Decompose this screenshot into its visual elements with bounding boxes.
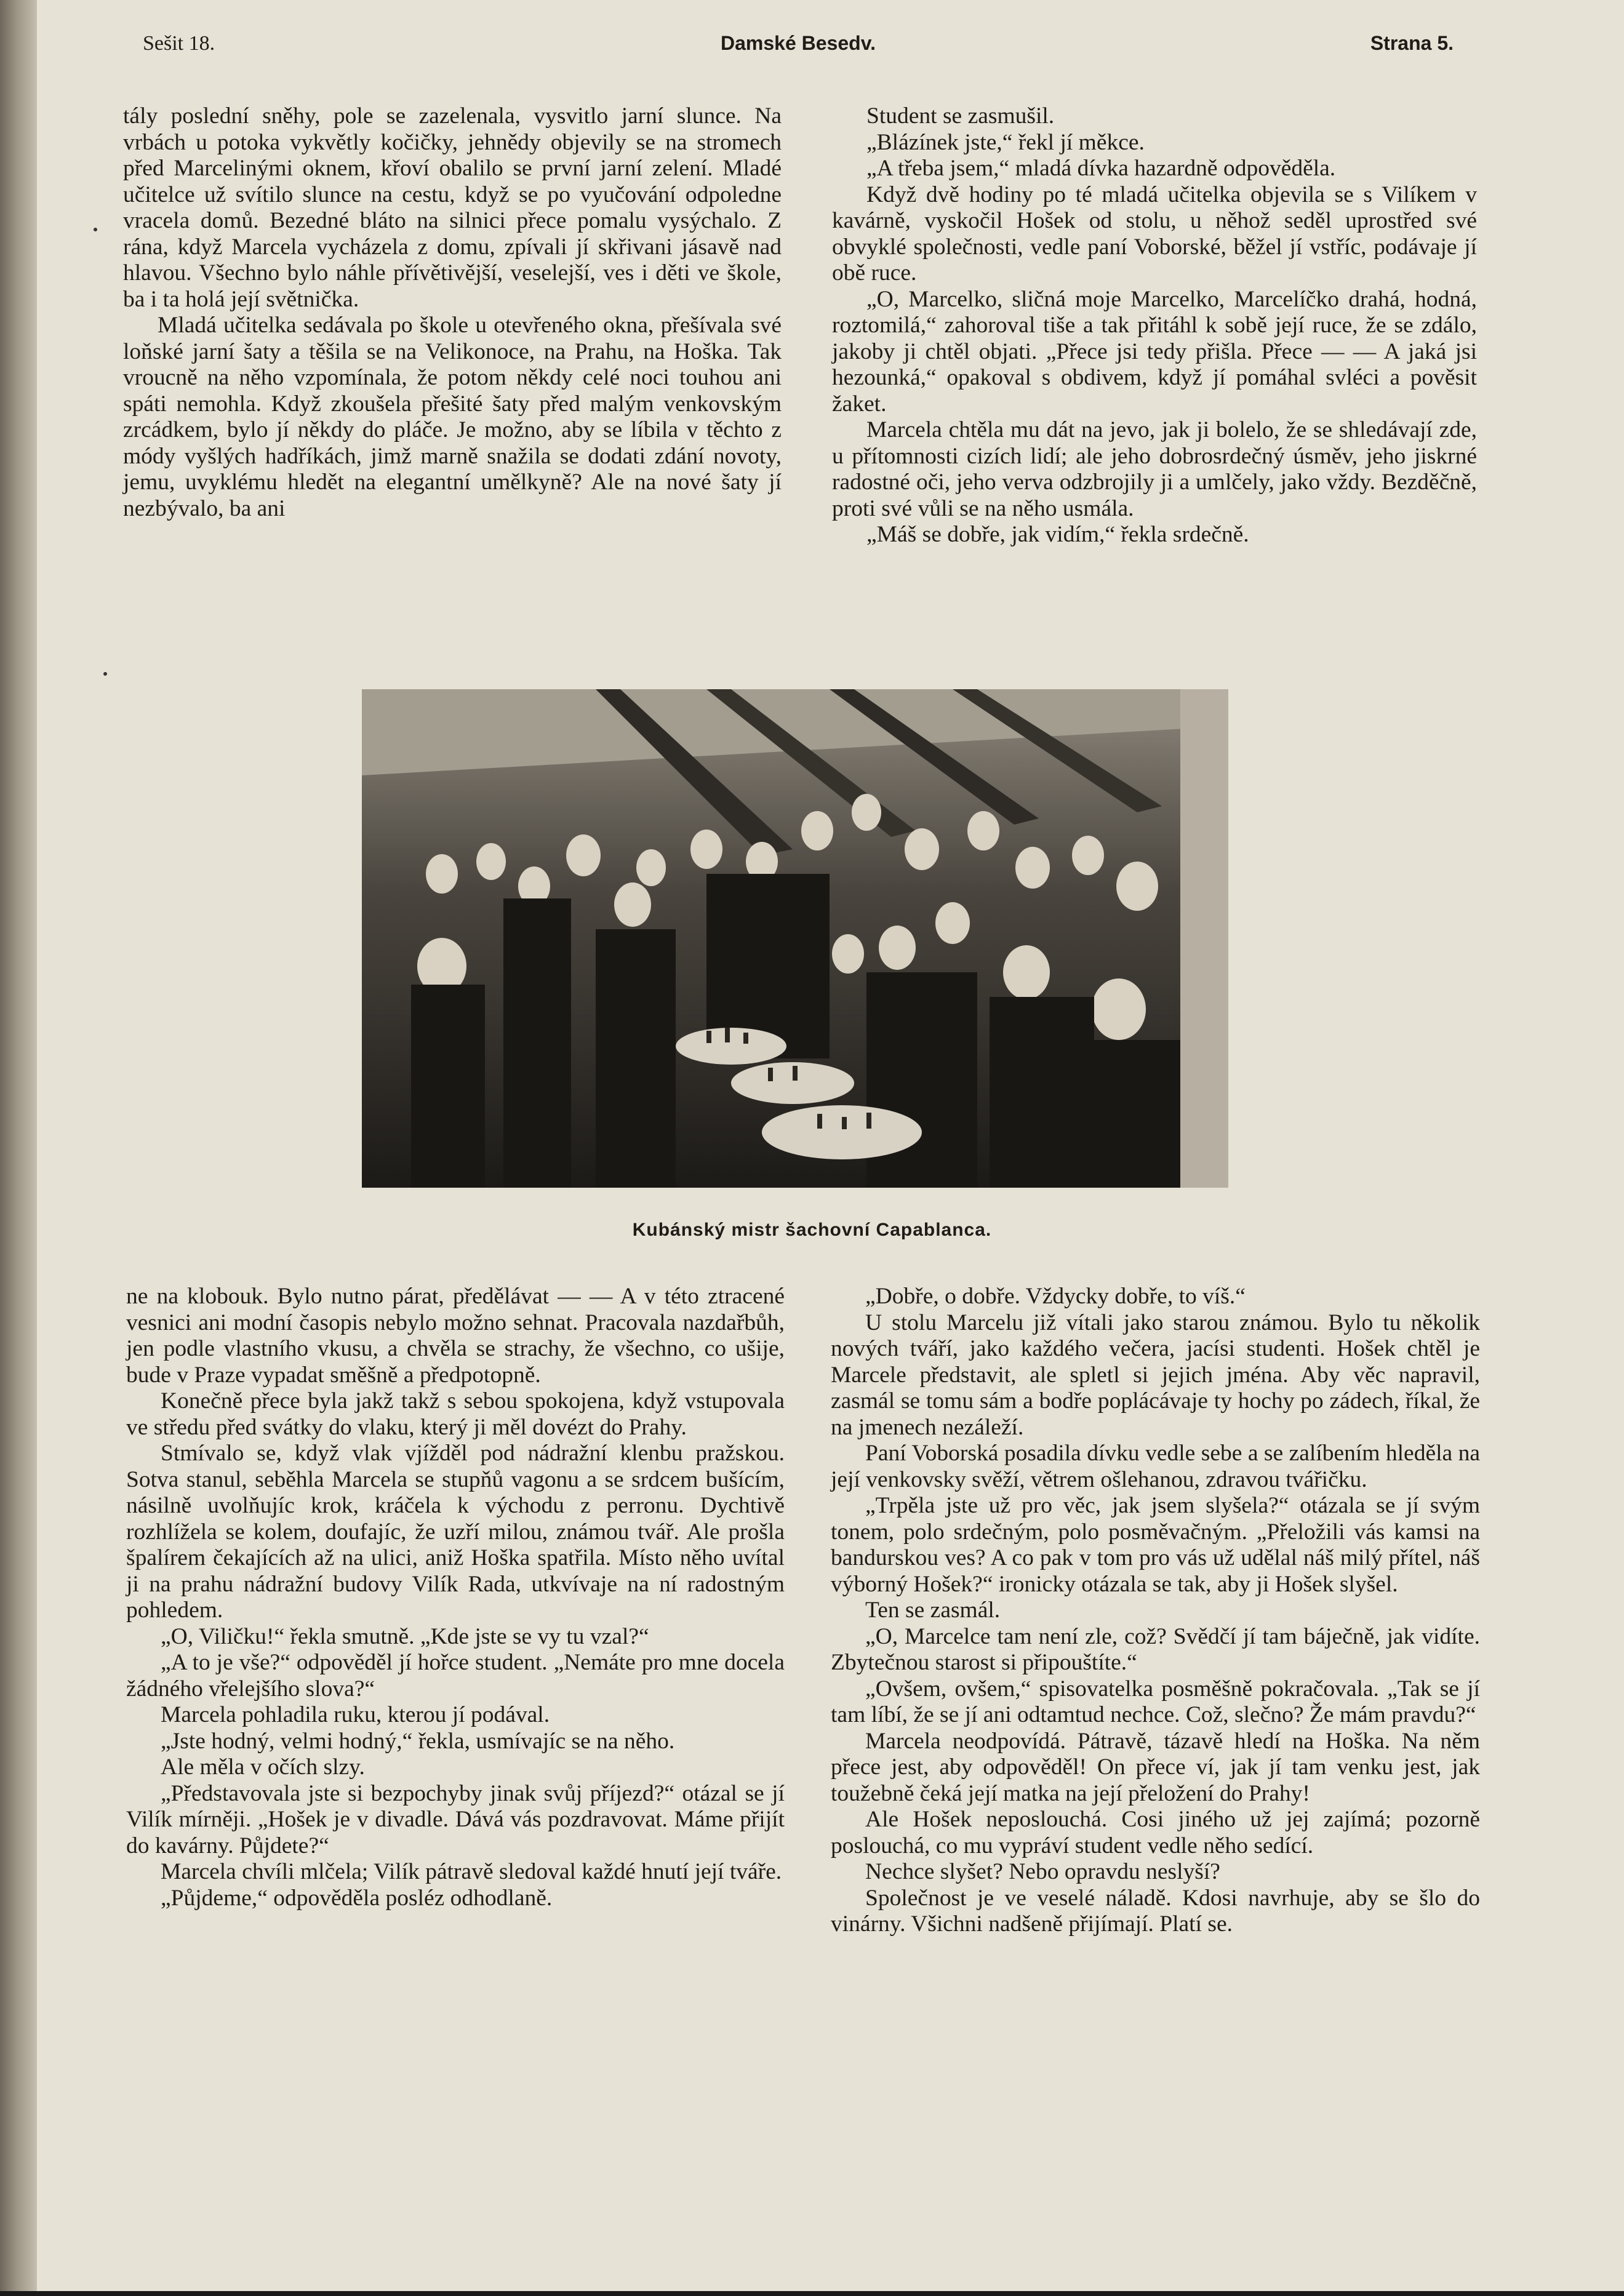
paragraph: „Dobře, o dobře. Vždycky dobře, to víš.“ (865, 1284, 1246, 1309)
running-header (143, 32, 1454, 69)
chess-simultaneous-photo (362, 689, 1228, 1188)
paragraph: Ale Hošek neposlouchá. Cosi jiného už jej zajímá; pozorně poslouchá, co mu vypráví student vedle něho sedící. (831, 1807, 1480, 1858)
paragraph: Marcela pohladila ruku, kterou jí podával. (161, 1702, 550, 1727)
paragraph: Ten se zasmál. (865, 1598, 1001, 1623)
paragraph: Když dvě hodiny po té mladá učitelka objevila se s Vilíkem v kavárně, vyskočil Hošek od stolu, u něhož seděl uprostřed své obvyklé společnosti, vedle paní Voborské, běžel jí vstříc, podávaje jí obě ruce. (832, 182, 1477, 286)
page-number: Strana 5. (1370, 32, 1454, 54)
paragraph: „Půjdeme,“ odpověděla posléz odhodlaně. (161, 1885, 553, 1911)
paragraph: „Představovala jste si bezpochyby jinak svůj příjezd?“ otázal se jí Vilík mírněji. „Hošek je v divadle. Dává vás pozdravovat. Máme přijít do kavárny. Půjdete?“ (126, 1780, 785, 1858)
paragraph: tály poslední sněhy, pole se zazelenala, vysvitlo jarní slunce. Na vrbách u potoka vykvětly kočičky, jehnědy objevily se na stromech před Marcelinými oknem, křoví obalilo se první jarní zelení. Mladé učitelce už svítilo slunce na cestu, když se po vyučování odpoledne vracela domů. Bezedné bláto na silnici přece pomalu vysýchalo. Z rána, když Marcela vycházela z domu, zpívali jí skřivani jásavě nad hlavou. Všechno bylo náhle přívětivější, veselejší, ves i děti ve škole, ba i ta holá její světnička. (123, 103, 782, 312)
paragraph: Paní Voborská posadila dívku vedle sebe a se zalíbením hleděla na její venkovsky svěží, větrem ošlehanou, zdravou tvářičku. (831, 1441, 1480, 1492)
paragraph: Student se zasmušil. (866, 103, 1055, 129)
paragraph: Stmívalo se, když vlak vjížděl pod nádražní klenbu pražskou. Sotva stanul, seběhla Marcela se stupňů vagonu a se srdcem bušícím, násilně uvolňujíc krok, kráčela k východu z perronu. Dychtivě rozhlížela se kolem, doufajíc, že uzří milou, známou tvář. Ale prošla špalírem čekajících až na ulici, aniž Hoška spatřila. Místo něho uvítal ji na prahu nádražní budovy Vilík Rada, utkvívaje na ní radostným pohledem. (126, 1441, 785, 1623)
paragraph: „O, Marcelce tam není zle, což? Svědčí jí tam báječně, jak vidíte. Zbytečnou starost si připouštíte.“ (831, 1623, 1480, 1675)
paragraph: Nechce slyšet? Nebo opravdu neslyší? (865, 1859, 1220, 1884)
paragraph: Mladá učitelka sedávala po škole u otevřeného okna, přešívala své loňské jarní šaty a těšila se na Velikonoce, na Prahu, na Hoška. Tak vroucně na něho vzpomínala, že potom někdy celé noci touhou ani spáti nemohla. Když zkoušela přešité šaty před malým venkovským zrcádkem, bylo jí někdy do pláče. Je možno, aby se líbila v těchto z módy vyšlých hadříkách, jimž marně snažila se dodati zdání novoty, jemu, uvyklému hledět na elegantní umělkyně? Ale na nové šaty jí nezbývalo, ba ani (123, 313, 782, 521)
column-top-right (832, 103, 1477, 548)
paragraph: „A to je vše?“ odpověděl jí hořce student. „Nemáte pro mne docela žádného vřelejšího slova?“ (126, 1650, 785, 1702)
photo-illustration (362, 689, 1228, 1188)
paragraph: U stolu Marcelu již vítali jako starou známou. Bylo tu několik nových tváří, jako každého večera, jacísi studenti. Hošek chtěl je Marcele představit, ale spletl si jejich jména. Aby věc napravil, zasmál se tomu sám a bodře poplácávaje ty hochy po zádech, říkal, že na jmenech nezáleží. (831, 1310, 1480, 1440)
page-bottom-edge (0, 2291, 1624, 2296)
paragraph: „O, Viličku!“ řekla smutně. „Kde jste se vy tu vzal?“ (161, 1623, 649, 1649)
paragraph: „Blázínek jste,“ řekl jí měkce. (866, 129, 1145, 155)
paragraph: ne na klobouk. Bylo nutno párat, předělávat — — A v této ztracené vesnici ani modní časopis nebylo možno sehnat. Pracovala nazdařbůh, jen podle vlastního vkusu, a chvěla se strachy, že všechno, co ušije, bude v Praze vypadat směšně a předpotopně. (126, 1284, 785, 1388)
column-bottom-left (126, 1284, 785, 1911)
paragraph: Konečně přece byla jakž takž s sebou spokojena, když vstupovala ve středu před svátky do vlaku, který ji měl dovézt do Prahy. (126, 1388, 785, 1440)
column-bottom-right (831, 1284, 1480, 1938)
paragraph: „A třeba jsem,“ mladá dívka hazardně odpověděla. (866, 156, 1336, 181)
magazine-title: Damské Besedv. (721, 32, 876, 54)
paragraph: Společnost je ve veselé náladě. Kdosi navrhuje, aby se šlo do vinárny. Všichni nadšeně přijímají. Platí se. (831, 1885, 1480, 1937)
paragraph: „Máš se dobře, jak vidím,“ řekla srdečně. (866, 522, 1249, 547)
paragraph: „Jste hodný, velmi hodný,“ řekla, usmívajíc se na něho. (161, 1728, 675, 1754)
paragraph: Marcela chtěla mu dát na jevo, jak ji bolelo, že se shledávají zde, u přítomnosti cizích lidí; ale jeho dobrosrdečný úsměv, jeho jiskrné radostné oči, jeho verva odzbrojily ji a umlčely, jako vždy. Bezděčně, proti své vůli se na něho usmála. (832, 417, 1477, 521)
paragraph: „Trpěla jste už pro věc, jak jsem slyšela?“ otázala se jí svým tonem, polo srdečným, polo posměvačným. „Přeložili vás kamsi na bandurskou ves? A co pak v tom pro vás už udělal náš milý přítel, náš výborný Hošek?“ ironicky otázala se tak, aby ji Hošek slyšel. (831, 1493, 1480, 1597)
paragraph: „O, Marcelko, sličná moje Marcelko, Marcelíčko drahá, hodná, roztomilá,“ zahoroval tiše a tak přitáhl k sobě její ruce, že se zdálo, jakoby ji chtěl objati. „Přece jsi tedy přišla. Přece — — A jaká jsi hezounká,“ opakoval s obdivem, když jí pomáhal svléci a pověsit žaket. (832, 286, 1477, 417)
print-speck (94, 228, 97, 231)
paragraph: Marcela neodpovídá. Pátravě, tázavě hledí na Hoška. Na něm přece jest, aby odpověděl! On přece ví, jak jí tam venku jest, jak toužebně čeká její matka na její přeložení do Prahy! (831, 1728, 1480, 1806)
issue-number: Sešit 18. (143, 32, 215, 55)
paragraph: Marcela chvíli mlčela; Vilík pátravě sledoval každé hnutí její tváře. (161, 1859, 782, 1884)
column-top-left (123, 103, 782, 522)
paragraph: Ale měla v očích slzy. (161, 1754, 365, 1780)
paragraph: „Ovšem, ovšem,“ spisovatelka posměšně pokračovala. „Tak se jí tam líbí, že se jí ani odtamtud nechce. Což, slečno? Že mám pravdu?“ (831, 1676, 1480, 1727)
photo-caption: Kubánský mistr šachovní Capablanca. (632, 1220, 992, 1240)
print-speck (103, 672, 107, 676)
